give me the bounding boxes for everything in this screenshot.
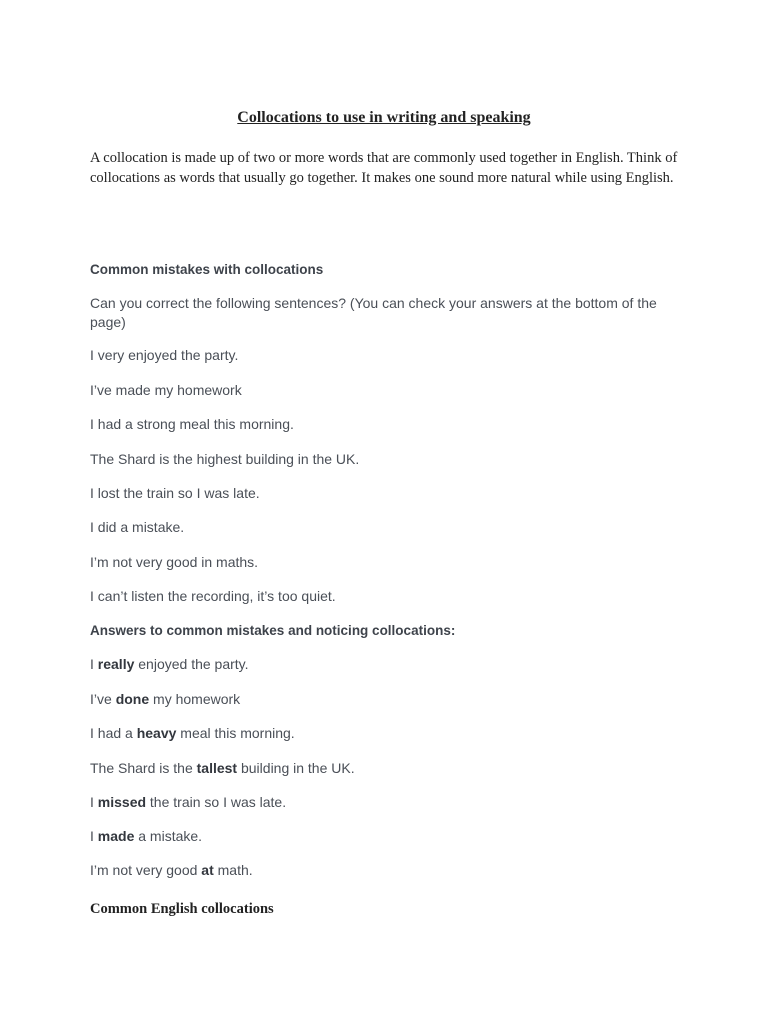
intro-paragraph: A collocation is made up of two or more words that are commonly used together in English. Think of collocations as words that usually go together. It makes one sound more natural while using English. [90, 150, 678, 186]
answer-text-before: I [90, 828, 98, 844]
answer-sentence [90, 759, 680, 778]
answer-collocation: made [97, 828, 135, 844]
answer-sentence [90, 793, 680, 812]
answer-text-after: a mistake. [134, 828, 203, 844]
answer-text-before: The Shard is the [90, 760, 197, 776]
mistake-sentence: I can’t listen the recording, it’s too quiet. [90, 588, 336, 604]
answer-collocation: done [115, 691, 150, 707]
answer-sentence [90, 861, 680, 880]
answer-text-before: I [90, 656, 98, 672]
answer-collocation: at [201, 862, 214, 878]
answer-text-before: I’m not very good [90, 862, 202, 878]
answer-collocation: really [97, 656, 135, 672]
answer-collocation: missed [97, 794, 147, 810]
mistake-sentence: I’ve made my homework [90, 382, 242, 398]
mistake-sentence: I very enjoyed the party. [90, 347, 239, 363]
answer-text-after: math. [213, 862, 253, 878]
mistake-sentence: I did a mistake. [90, 519, 185, 535]
mistake-sentence: I’m not very good in maths. [90, 554, 259, 570]
section-heading-common-collocations: Common English collocations [90, 901, 274, 917]
answer-text-before: I’ve [90, 691, 116, 707]
answer-text-after: enjoyed the party. [134, 656, 249, 672]
answer-text-after: building in the UK. [237, 760, 355, 776]
section-heading-mistakes: Common mistakes with collocations [90, 262, 324, 277]
mistake-sentence: I lost the train so I was late. [90, 485, 260, 501]
answer-text-after: meal this morning. [176, 725, 295, 741]
exercise-prompt: Can you correct the following sentences? (You can check your answers at the bottom of the page) [90, 295, 657, 330]
answer-text-before: I [90, 794, 98, 810]
answer-sentence [90, 724, 680, 743]
document-title: Collocations to use in writing and speaking [237, 109, 531, 126]
answer-text-after: my homework [149, 691, 241, 707]
mistake-sentence: The Shard is the highest building in the UK. [90, 451, 360, 467]
answer-sentence [90, 827, 680, 846]
answer-text-after: the train so I was late. [146, 794, 287, 810]
answer-sentence [90, 655, 680, 674]
mistake-sentence: I had a strong meal this morning. [90, 416, 294, 432]
answer-sentence [90, 690, 680, 709]
section-heading-answers: Answers to common mistakes and noticing collocations: [90, 623, 456, 638]
answer-collocation: heavy [136, 725, 177, 741]
answer-text-before: I had a [90, 725, 137, 741]
answer-collocation: tallest [196, 760, 238, 776]
